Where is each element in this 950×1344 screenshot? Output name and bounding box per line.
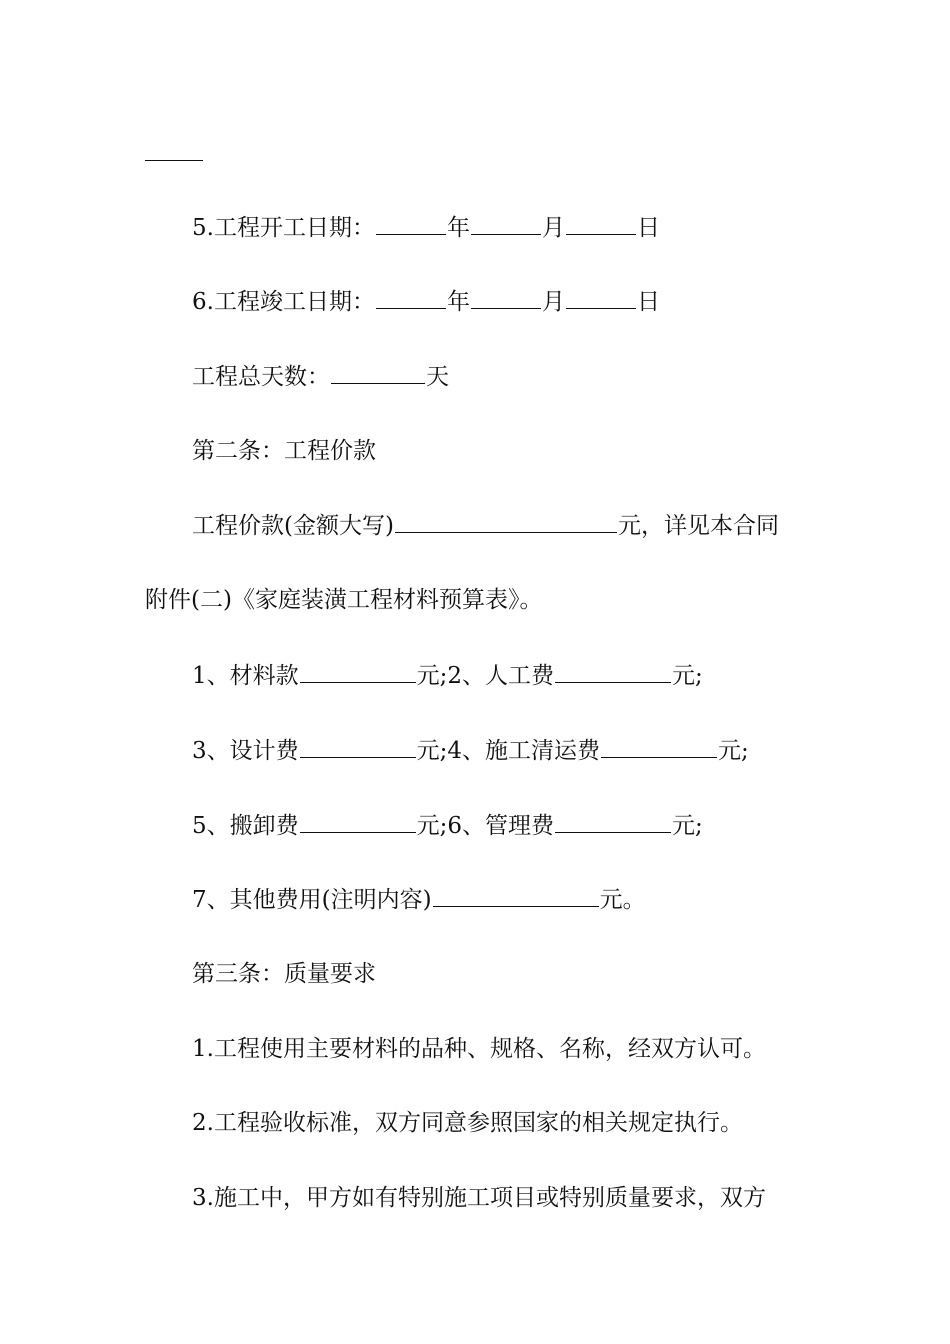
- start-date-line: [0, 212, 950, 243]
- end-month-blank: [471, 286, 541, 309]
- fee-design-label: 3、设计费: [192, 738, 299, 764]
- fee-material-label: 1、材料款: [192, 663, 299, 689]
- quality-item-1: 1.工程使用主要材料的品种、规格、名称，经双方认可。: [192, 1036, 766, 1062]
- start-year-label: 年: [446, 215, 470, 241]
- end-year-label: 年: [446, 289, 470, 315]
- fee-labor-label: 元;2、人工费: [416, 663, 555, 689]
- fee-line-4: [0, 884, 950, 915]
- fee-line-3: [0, 810, 950, 841]
- fee-line-1-end: 元;: [672, 663, 703, 689]
- end-year-blank: [376, 286, 446, 309]
- fee-line-1: [0, 660, 950, 691]
- fee-other-blank: [433, 884, 599, 907]
- price-blank: [395, 510, 617, 533]
- end-date-label: 6.工程竣工日期：: [192, 289, 375, 315]
- total-days-blank: [331, 361, 425, 384]
- article-3-title: 第三条：质量要求: [192, 961, 376, 987]
- fee-line-2: [0, 735, 950, 766]
- fee-management-blank: [555, 810, 671, 833]
- blank-line-top: [145, 160, 203, 161]
- quality-item-3: 3.施工中，甲方如有特别施工项目或特别质量要求，双方: [192, 1185, 766, 1211]
- end-month-label: 月: [541, 289, 565, 315]
- article-2-title: 第二条：工程价款: [192, 438, 376, 464]
- price-label: 工程价款(金额大写): [192, 513, 394, 539]
- fee-labor-blank: [555, 660, 671, 683]
- fee-line-2-end: 元;: [718, 738, 749, 764]
- total-days-line: [0, 361, 950, 392]
- start-date-label: 5.工程开工日期：: [192, 215, 375, 241]
- price-line: [0, 510, 950, 541]
- end-day-blank: [566, 286, 636, 309]
- price-continuation: 附件(二)《家庭装潢工程材料预算表》。: [145, 587, 543, 613]
- fee-other-label: 7、其他费用(注明内容): [192, 887, 432, 913]
- fee-line-4-end: 元。: [599, 887, 646, 913]
- start-year-blank: [376, 212, 446, 235]
- start-month-label: 月: [541, 215, 565, 241]
- fee-material-blank: [300, 660, 416, 683]
- start-month-blank: [471, 212, 541, 235]
- fee-line-3-end: 元;: [672, 813, 703, 839]
- fee-design-blank: [300, 735, 416, 758]
- end-day-label: 日: [636, 289, 660, 315]
- total-days-unit: 天: [426, 364, 449, 390]
- fee-cleanup-label: 元;4、施工清运费: [416, 738, 601, 764]
- start-day-blank: [566, 212, 636, 235]
- fee-management-label: 元;6、管理费: [416, 813, 555, 839]
- start-day-label: 日: [636, 215, 660, 241]
- fee-moving-label: 5、搬卸费: [192, 813, 299, 839]
- price-suffix: 元，详见本合同: [617, 513, 779, 539]
- fee-cleanup-blank: [601, 735, 717, 758]
- total-days-label: 工程总天数：: [192, 364, 330, 390]
- fee-moving-blank: [300, 810, 416, 833]
- end-date-line: [0, 286, 950, 317]
- quality-item-2: 2.工程验收标准，双方同意参照国家的相关规定执行。: [192, 1110, 743, 1136]
